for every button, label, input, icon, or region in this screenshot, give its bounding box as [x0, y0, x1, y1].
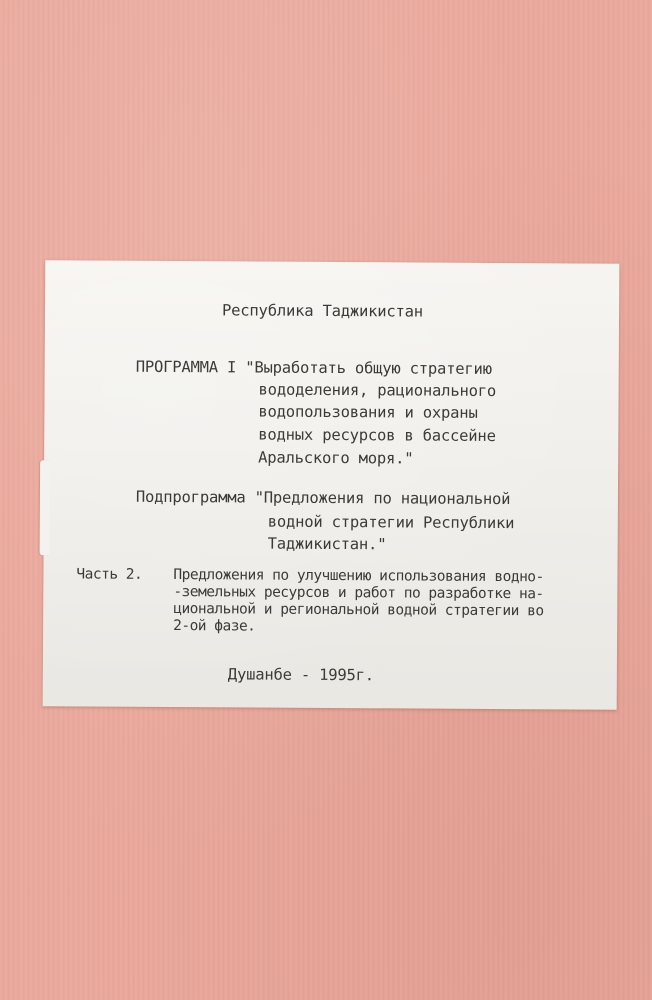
program-line-2: вододеления, рационального — [258, 380, 497, 401]
part-line-2: -земельных ресурсов и работ по разработке на- — [173, 584, 544, 603]
torn-edge — [40, 460, 51, 555]
document-header: Республика Таджикистан — [222, 301, 424, 321]
part-line-4: 2-ой фазе. — [173, 618, 256, 635]
part-label: Часть 2. — [76, 566, 143, 583]
subprogram-line-2: водной стратегии Республики — [267, 512, 515, 533]
program-line-1: ПРОГРАММА I "Выработать общую стратегию — [135, 357, 492, 378]
part-line-3: циональной и региональной водной стратегии во — [173, 601, 544, 620]
part-line-1: Предложения по улучшению использования водно- — [173, 567, 544, 586]
program-line-5: Аральского моря." — [258, 448, 414, 468]
typed-label-sheet — [43, 260, 620, 709]
document-footer: Душанбе - 1995г. — [227, 665, 375, 685]
subprogram-line-3: Таджикистан." — [267, 534, 387, 554]
program-line-4: водных ресурсов в бассейне — [258, 425, 496, 446]
subprogram-line-1: Подпрограмма "Предложения по национальной — [135, 487, 511, 509]
program-line-3: водопользования и охраны — [258, 402, 478, 422]
